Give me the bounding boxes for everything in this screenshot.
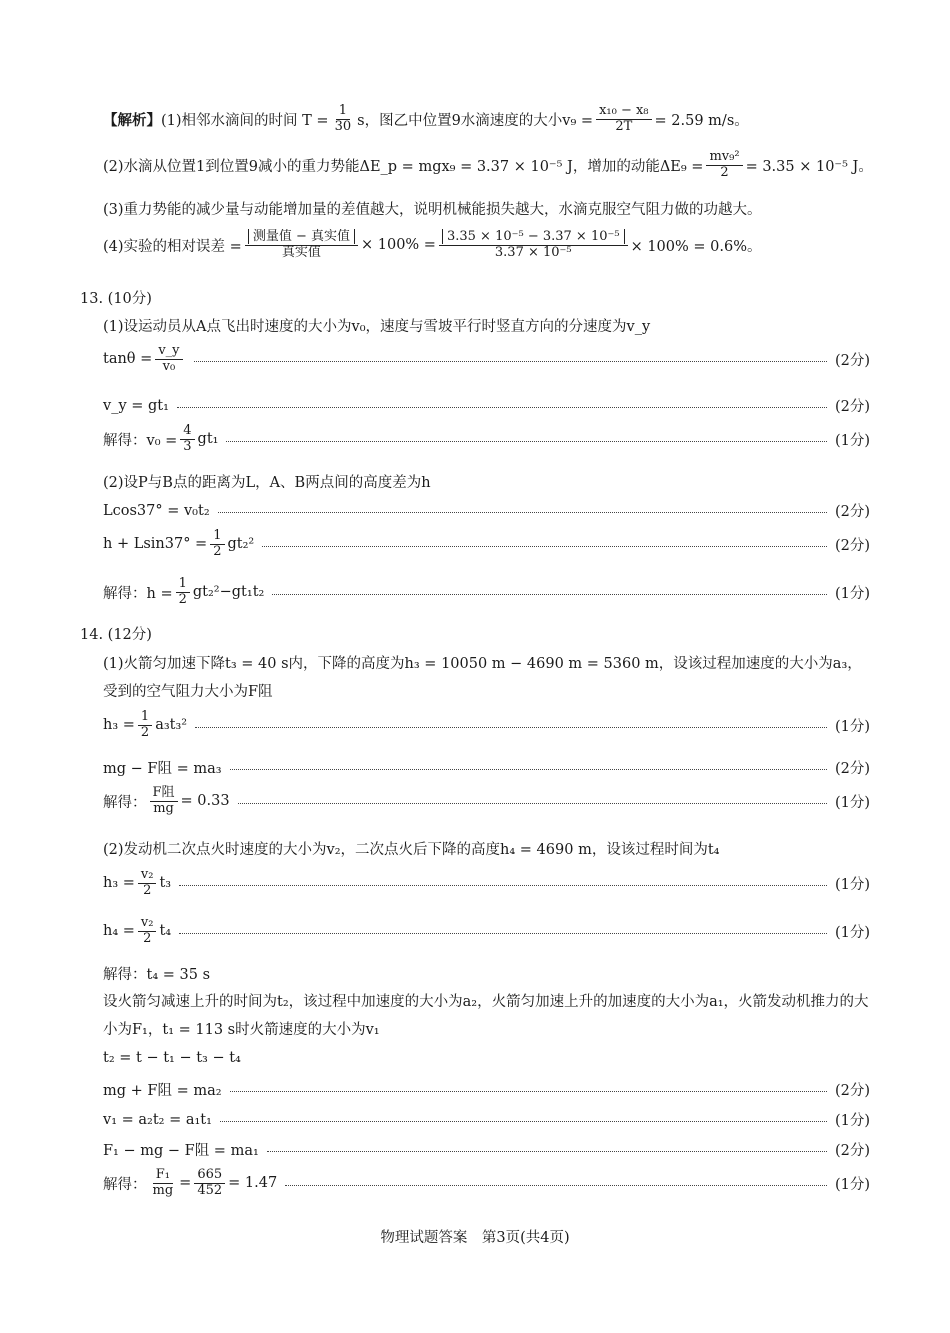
dot-leader — [179, 933, 827, 934]
q14-eq-7: t₂ = t − t₁ − t₃ − t₄ — [103, 1050, 241, 1066]
fraction: $\frac{\text{v₂}}{2}$ — [138, 916, 157, 947]
score: (2分) — [834, 504, 870, 520]
score: (1分) — [834, 585, 870, 602]
score: (2分) — [834, 352, 870, 369]
q14-eq-4: h₃ = $\frac{\text{v₂}}{2}$ t₃ (1分) — [103, 867, 870, 898]
score: (2分) — [834, 761, 870, 777]
fraction: $\frac{\text{测量值 − 真实值}}{\text{真实值}}$ — [245, 230, 358, 261]
score: (1分) — [834, 1113, 870, 1129]
q14-eq-11: 解得： $\frac{\text{F₁}}{mg}$ = $\frac{665}{452}$ = 1.47 (1分) — [103, 1167, 870, 1198]
fraction: $\frac{\text{3.35 × 10⁻⁵ − 3.37 × 10⁻⁵}}{\text{3.37 × 10⁻⁵}}$ — [439, 230, 628, 261]
q14-eq-8: mg + F阻 = ma₂ (2分) — [103, 1079, 870, 1100]
fraction: $\frac{\text{mv₉²}}{2}$ — [706, 150, 742, 181]
analysis-line-1: 【解析】 (1)相邻水滴间的时间 T = $\frac{1}{30}$ s，图乙中位置9水滴速度的大小v₉ = $\frac{\text{x₁₀ − x₈}}{2T}$ = 2.59 m/s。 — [103, 103, 749, 134]
q14-eq-2: mg − F阻 = ma₃ (2分) — [103, 757, 870, 778]
q13-intro-1: (1)设运动员从A点飞出时速度的大小为v₀，速度与雪坡平行时竖直方向的分速度为v_y — [103, 319, 651, 335]
fraction: $\frac{\text{F阻}}{mg}$ — [150, 786, 178, 817]
analysis-line-3: (3)重力势能的减少量与动能增加量的差值越大，说明机械能损失越大，水滴克服空气阻力做的功越大。 — [103, 202, 762, 218]
dot-leader — [285, 1185, 827, 1186]
dot-leader — [194, 361, 827, 362]
dot-leader — [226, 441, 826, 442]
fraction: $\frac{4}{3}$ — [180, 424, 194, 455]
score: (1分) — [834, 718, 870, 735]
page-footer: 物理试题答案 第3页(共4页) — [380, 1230, 570, 1246]
dot-leader — [272, 594, 827, 595]
dot-leader — [218, 512, 827, 513]
q13-eq-4: Lcos37° = v₀t₂ (2分) — [103, 500, 870, 521]
score: (2分) — [834, 1143, 870, 1159]
score: (1分) — [834, 1176, 870, 1193]
q14-eq-5: h₄ = $\frac{\text{v₂}}{2}$ t₄ (1分) — [103, 915, 870, 946]
q14-eq-6: 解得：t₄ = 35 s — [103, 967, 211, 983]
q14-intro-2: (2)发动机二次点火时速度的大小为v₂，二次点火后下降的高度h₄ = 4690 m，设该过程时间为t₄ — [103, 842, 720, 858]
q13-eq-3: 解得：v₀ = $\frac{4}{3}$ gt₁ (1分) — [103, 423, 870, 454]
dot-leader — [262, 546, 827, 547]
fraction: $\frac{1}{2}$ — [176, 577, 190, 608]
fraction: $\frac{v\_y}{\text{v₀}}$ — [155, 344, 182, 375]
q14-intro-3: 设火箭匀减速上升的时间为t₂，该过程中加速度的大小为a₂，火箭匀加速上升的加速度的大小为a₁，火箭发动机推力的大小为F₁，t₁ = 113 s时火箭速度的大小为v₁ — [103, 994, 869, 1038]
dot-leader — [195, 727, 827, 728]
score: (1分) — [834, 432, 870, 449]
analysis-line-2: (2)水滴从位置1到位置9减小的重力势能ΔE_p = mgx₉ = 3.37 × 10⁻⁵ J，增加的动能ΔE₉ = $\frac{\text{mv₉²}}{2}$ = 3.35 × 10⁻⁵ J。 — [103, 149, 873, 180]
q13-eq-5: h + Lsin37° = $\frac{1}{2}$ gt₂² (2分) — [103, 528, 870, 559]
fraction: $\frac{\text{x₁₀ − x₈}}{2T}$ — [596, 104, 651, 135]
q14-eq-10: F₁ − mg − F阻 = ma₁ (2分) — [103, 1139, 870, 1160]
q13-eq-6: 解得：h = $\frac{1}{2}$ gt₂²−gt₁t₂ (1分) — [103, 576, 870, 607]
score: (1分) — [834, 794, 870, 811]
fraction: $\frac{\text{v₂}}{2}$ — [138, 868, 157, 899]
dot-leader — [238, 803, 827, 804]
dot-leader — [230, 769, 827, 770]
fraction: $\frac{1}{2}$ — [138, 710, 152, 741]
q14-eq-9: v₁ = a₂t₂ = a₁t₁ (1分) — [103, 1109, 870, 1130]
score: (2分) — [834, 1083, 870, 1099]
q14-intro-1: (1)火箭匀加速下降t₃ = 40 s内，下降的高度为h₃ = 10050 m − 4690 m = 5360 m，设该过程加速度的大小为a₃，受到的空气阻力大小为F阻 — [103, 656, 862, 700]
fraction: $\frac{1}{30}$ — [334, 103, 352, 134]
fraction: $\frac{665}{452}$ — [194, 1168, 225, 1199]
q13-eq-2: v_y = gt₁ (2分) — [103, 395, 870, 416]
q14-eq-1: h₃ = $\frac{1}{2}$ a₃t₃² (1分) — [103, 709, 870, 740]
score: (2分) — [834, 399, 870, 415]
score: (2分) — [834, 537, 870, 554]
analysis-label: 【解析】 — [103, 111, 161, 129]
dot-leader — [220, 1121, 827, 1122]
q13-eq-1: tanθ = $\frac{v\_y}{\text{v₀}}$ (2分) — [103, 343, 870, 374]
analysis-line-4: (4)实验的相对误差 = $\frac{\text{测量值 − 真实值}}{\text{真实值}}$ × 100% = $\frac{\text{3.35 × 10⁻⁵ − 3.37 × 10⁻⁵}}{\text{3.37 × 10⁻⁵}}$ × 100% = 0.6%。 — [103, 229, 762, 260]
q13-intro-2: (2)设P与B点的距离为L，A、B两点间的高度差为h — [103, 475, 431, 491]
q14-eq-3: 解得： $\frac{\text{F阻}}{mg}$ = 0.33 (1分) — [103, 785, 870, 816]
q14-header: 14. (12分) — [80, 627, 152, 643]
score: (1分) — [834, 876, 870, 893]
score: (1分) — [834, 924, 870, 941]
dot-leader — [179, 885, 827, 886]
fraction: $\frac{1}{2}$ — [210, 529, 224, 560]
dot-leader — [230, 1091, 827, 1092]
dot-leader — [267, 1151, 827, 1152]
fraction: $\frac{\text{F₁}}{mg}$ — [152, 1167, 174, 1198]
dot-leader — [177, 407, 827, 408]
q13-header: 13. (10分) — [80, 291, 152, 307]
